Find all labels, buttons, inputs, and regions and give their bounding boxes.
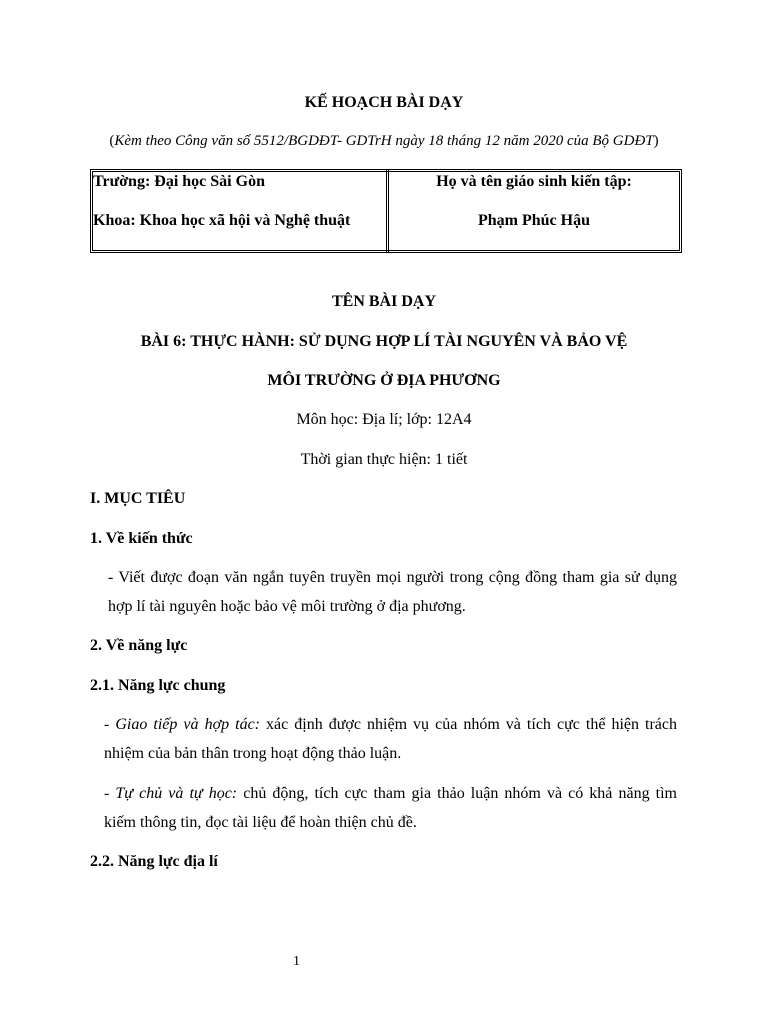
self-study-line-2: kiếm thông tin, đọc tài liệu để hoàn thiện chủ đề. xyxy=(104,814,417,831)
self-study-dash: - xyxy=(104,785,116,802)
communication-line-2: nhiệm của bản thân trong hoạt động thảo luận. xyxy=(104,745,402,762)
subtitle-close-paren: ) xyxy=(653,133,659,149)
faculty-label: Khoa: Khoa học xã hội và Nghệ thuật xyxy=(93,212,351,229)
section-objectives-heading: I. MỤC TIÊU xyxy=(90,490,186,507)
knowledge-line-1: - Viết được đoạn văn ngắn tuyên truyền mọi người trong cộng đồng tham gia sử dụng xyxy=(108,569,677,586)
knowledge-heading: 1. Về kiến thức xyxy=(90,530,193,547)
communication-term: Giao tiếp và hợp tác: xyxy=(115,716,261,733)
document-subtitle xyxy=(0,133,768,150)
subtitle-reference: Kèm theo Công văn số 5512/BGDĐT- GDTrH ngày 18 tháng 12 năm 2020 của Bộ GDĐT xyxy=(114,133,654,149)
lesson-heading: TÊN BÀI DẠY xyxy=(331,293,436,310)
lesson-title-line2: MÔI TRƯỜNG Ở ĐỊA PHƯƠNG xyxy=(267,372,501,389)
lesson-duration: Thời gian thực hiện: 1 tiết xyxy=(300,451,468,468)
document-title: KẾ HOẠCH BÀI DẠY xyxy=(304,94,464,111)
teacher-label: Họ và tên giáo sinh kiến tập: xyxy=(436,173,632,190)
communication-dash: - xyxy=(104,716,116,733)
teacher-name: Phạm Phúc Hậu xyxy=(477,212,590,229)
knowledge-line-2: hợp lí tài nguyên hoặc bảo vệ môi trường ở địa phương. xyxy=(108,598,466,615)
page-number: 1 xyxy=(293,954,300,969)
self-study-term: Tự chủ và tự học: xyxy=(115,785,238,802)
self-study-text: chủ động, tích cực tham gia thảo luận nhóm và có khả năng tìm xyxy=(237,785,677,802)
subtitle-open-paren: ( xyxy=(109,133,115,149)
self-study-line-1 xyxy=(104,785,677,803)
lesson-title-line1: BÀI 6: THỰC HÀNH: SỬ DỤNG HỢP LÍ TÀI NGUYÊN VÀ BẢO VỆ xyxy=(140,333,628,350)
school-label: Trường: Đại học Sài Gòn xyxy=(93,173,265,190)
communication-line-1 xyxy=(104,716,677,734)
general-competence-heading: 2.1. Năng lực chung xyxy=(90,677,226,694)
geo-competence-heading: 2.2. Năng lực địa lí xyxy=(90,853,218,870)
lesson-subject: Môn học: Địa lí; lớp: 12A4 xyxy=(296,411,472,428)
competence-heading: 2. Về năng lực xyxy=(90,637,188,654)
communication-text: xác định được nhiệm vụ của nhóm và tích cực thể hiện trách xyxy=(260,716,678,733)
